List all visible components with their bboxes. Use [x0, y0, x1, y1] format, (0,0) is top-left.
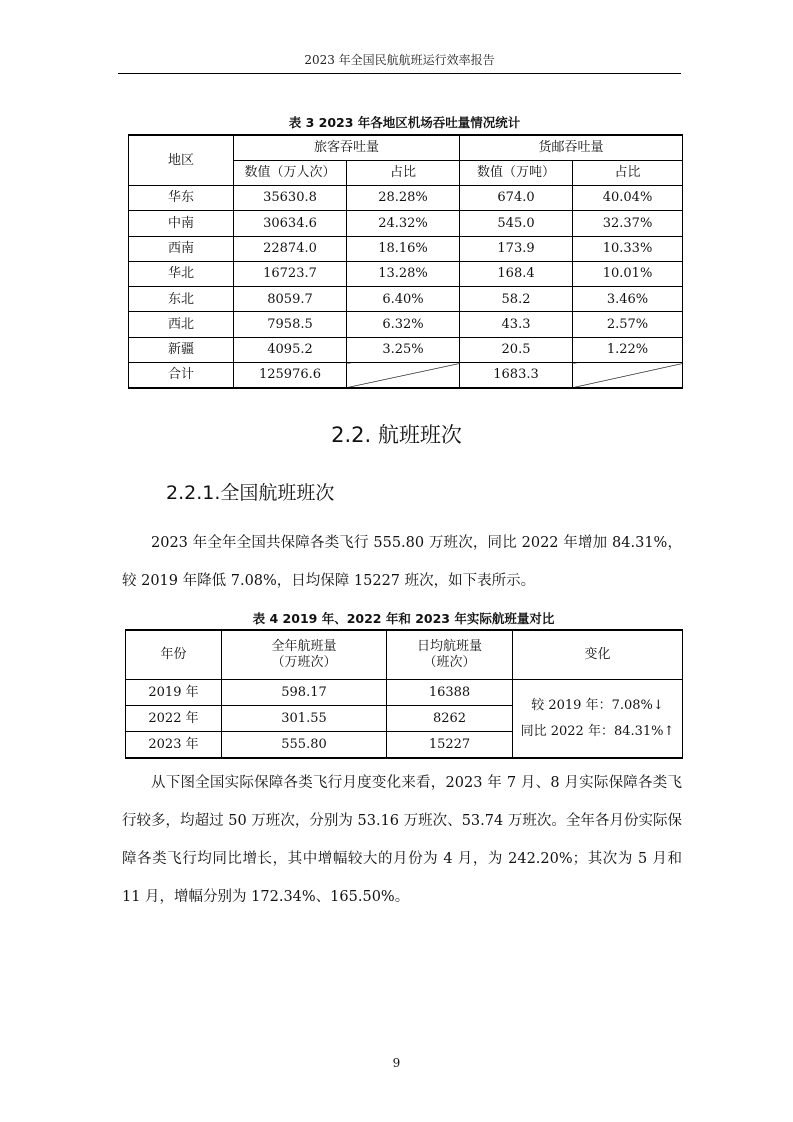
change-cell [513, 680, 683, 759]
daily-cell: 8262 [387, 706, 513, 732]
header-cargo-share: 占比 [573, 161, 683, 186]
region-cell: 中南 [129, 211, 234, 236]
table-total-row [129, 363, 683, 389]
cargo-value-cell: 20.5 [460, 337, 573, 362]
header-annual-line2: （万班次） [271, 655, 337, 670]
region-cell: 东北 [129, 287, 234, 312]
header-annual-flights [222, 630, 387, 680]
region-cell: 华东 [129, 186, 234, 211]
region-cell: 华北 [129, 261, 234, 286]
running-header: 2023 年全国民航航班运行效率报告 [304, 53, 495, 67]
cargo-share-cell: 2.57% [573, 312, 683, 337]
table3-caption: 表 3 2023 年各地区机场吞吐量情况统计 [288, 115, 521, 130]
daily-cell: 15227 [387, 732, 513, 759]
header-passenger-throughput: 旅客吞吐量 [234, 135, 460, 161]
cargo-share-cell: 32.37% [573, 211, 683, 236]
header-region: 地区 [129, 135, 234, 186]
header-rule [118, 73, 681, 74]
regional-throughput-table [128, 134, 683, 389]
table-row [126, 680, 683, 706]
empty-diagonal-cell [347, 363, 460, 389]
pax-share-cell: 18.16% [347, 236, 460, 261]
page-number: 9 [392, 1056, 401, 1070]
header-daily-flights [387, 630, 513, 680]
pax-value-cell: 16723.7 [234, 261, 347, 286]
flight-volume-comparison-table [125, 629, 683, 759]
pax-share-cell: 28.28% [347, 186, 460, 211]
table-row [129, 261, 683, 286]
year-cell: 2022 年 [126, 706, 222, 732]
table-row [129, 287, 683, 312]
table-row [129, 236, 683, 261]
total-label-cell: 合计 [129, 363, 234, 389]
header-pax-share: 占比 [347, 161, 460, 186]
table-row [129, 312, 683, 337]
annual-cell: 301.55 [222, 706, 387, 732]
annual-cell: 555.80 [222, 732, 387, 759]
total-pax-cell: 125976.6 [234, 363, 347, 389]
cargo-value-cell: 545.0 [460, 211, 573, 236]
cargo-value-cell: 58.2 [460, 287, 573, 312]
table4-caption: 表 4 2019 年、2022 年和 2023 年实际航班量对比 [252, 611, 555, 626]
header-cargo-throughput: 货邮吞吐量 [460, 135, 683, 161]
header-daily-line1: 日均航班量 [416, 639, 482, 655]
cargo-share-cell: 40.04% [573, 186, 683, 211]
table-row [129, 337, 683, 362]
cargo-value-cell: 674.0 [460, 186, 573, 211]
cargo-share-cell: 1.22% [573, 337, 683, 362]
region-cell: 西北 [129, 312, 234, 337]
table-row [129, 211, 683, 236]
pax-share-cell: 13.28% [347, 261, 460, 286]
total-cargo-cell: 1683.3 [460, 363, 573, 389]
cargo-share-cell: 10.01% [573, 261, 683, 286]
header-annual-line1: 全年航班量 [271, 639, 337, 655]
pax-share-cell: 24.32% [347, 211, 460, 236]
cargo-value-cell: 43.3 [460, 312, 573, 337]
paragraph-summary: 2023 年全年全国共保障各类飞行 555.80 万班次，同比 2022 年增加 84.31%，较 2019 年降低 7.08%，日均保障 15227 班次，如下表所示。 [122, 535, 682, 589]
change-vs-2019: 较 2019 年：7.08%↓ [531, 697, 664, 713]
cargo-value-cell: 173.9 [460, 236, 573, 261]
cargo-share-cell: 3.46% [573, 287, 683, 312]
change-vs-2022: 同比 2022 年：84.31%↑ [520, 723, 675, 739]
year-cell: 2023 年 [126, 732, 222, 759]
region-cell: 西南 [129, 236, 234, 261]
header-cargo-value: 数值（万吨） [460, 161, 573, 186]
daily-cell: 16388 [387, 680, 513, 706]
header-change: 变化 [513, 630, 683, 680]
pax-value-cell: 35630.8 [234, 186, 347, 211]
pax-value-cell: 8059.7 [234, 287, 347, 312]
cargo-value-cell: 168.4 [460, 261, 573, 286]
pax-share-cell: 6.40% [347, 287, 460, 312]
pax-share-cell: 6.32% [347, 312, 460, 337]
header-pax-value: 数值（万人次） [234, 161, 347, 186]
pax-value-cell: 4095.2 [234, 337, 347, 362]
paragraph-monthly-analysis: 从下图全国实际保障各类飞行月度变化来看，2023 年 7 月、8 月实际保障各类飞行较多，均超过 50 万班次，分别为 53.16 万班次、53.74 万班次。全年各月份实际保障各类飞行均同比增长，其中增幅较大的月份为 4 月，为 242.20%；其次为 5 月和 11 月，增幅分别为 172.34%、165.50%。 [122, 775, 682, 905]
region-cell: 新疆 [129, 337, 234, 362]
pax-value-cell: 7958.5 [234, 312, 347, 337]
header-year: 年份 [126, 630, 222, 680]
year-cell: 2019 年 [126, 680, 222, 706]
header-daily-line2: （班次） [423, 655, 476, 670]
section-heading-2-2: 2.2. 航班班次 [331, 423, 462, 447]
section-heading-2-2-1: 2.2.1.全国航班班次 [166, 482, 335, 504]
pax-value-cell: 30634.6 [234, 211, 347, 236]
pax-value-cell: 22874.0 [234, 236, 347, 261]
empty-diagonal-cell [573, 363, 683, 389]
annual-cell: 598.17 [222, 680, 387, 706]
cargo-share-cell: 10.33% [573, 236, 683, 261]
table-row [129, 186, 683, 211]
pax-share-cell: 3.25% [347, 337, 460, 362]
